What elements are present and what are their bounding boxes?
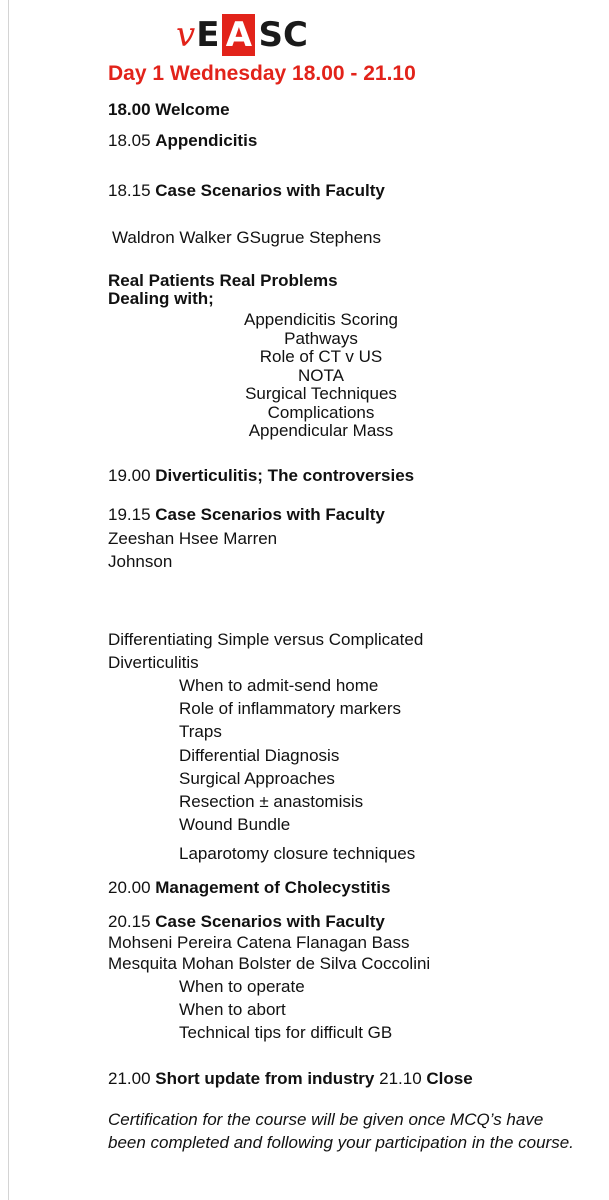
topic-item: Role of CT v US (259, 347, 383, 366)
topic-item: NOTA (298, 365, 344, 385)
differentiating-line: Differentiating Simple versus Complicated (108, 630, 424, 649)
session-cholecystitis (108, 878, 390, 898)
topic-item: When to operate (179, 977, 305, 996)
diverticulitis-topics (179, 674, 401, 836)
session-time: 20.00 (108, 878, 156, 897)
logo-a-box: A (222, 14, 255, 56)
topic-item: Wound Bundle (179, 815, 291, 835)
dealing-with-line: Dealing with; (108, 289, 214, 308)
session-title: Appendicitis (155, 131, 258, 150)
session-diverticulitis (108, 466, 414, 486)
session-welcome (108, 100, 230, 120)
session-time: 21.00 (108, 1069, 156, 1088)
real-patients-line: Real Patients Real Problems (108, 271, 338, 290)
session-title: Case Scenarios with Faculty (155, 181, 385, 200)
topic-item: Appendicitis Scoring (243, 310, 399, 329)
faculty-line: Mohseni Pereira Catena Flanagan Bass (108, 933, 410, 952)
logo-v: v (176, 15, 196, 55)
topic-item: Technical tips for difficult GB (179, 1023, 393, 1042)
faculty-line: Zeeshan Hsee Marren (108, 529, 278, 548)
session-time: 18.15 (108, 181, 156, 200)
session-title: Welcome (150, 100, 230, 119)
faculty-list-1: Waldron Walker GSugrue Stephens (112, 228, 381, 247)
logo-e: E (196, 15, 220, 55)
faculty-list-2 (108, 527, 277, 573)
session-title: Diverticulitis; The controversies (155, 466, 415, 485)
topic-item: Role of inflammatory markers (179, 699, 402, 719)
close-time: 21.10 (374, 1069, 427, 1088)
topic-item: Resection ± anastomisis (179, 792, 364, 812)
real-patients-heading (108, 272, 338, 308)
day-title: Day 1 Wednesday 18.00 - 21.10 (108, 62, 416, 85)
session-case-scenarios-2 (108, 505, 385, 525)
faculty-line: Mesquita Mohan Bolster de Silva Coccolini (108, 953, 431, 973)
logo-sc: SC (258, 15, 308, 55)
page-edge-divider (8, 0, 9, 1200)
faculty-list-3 (108, 933, 430, 974)
session-title: Case Scenarios with Faculty (155, 912, 385, 931)
session-case-scenarios-1 (108, 181, 385, 201)
topic-item: Surgical Techniques (245, 384, 397, 403)
session-time: 19.00 (108, 466, 156, 485)
certification-note: Certification for the course will be given once MCQ’s have been completed and following your participation in the course. (108, 1110, 574, 1152)
session-appendicitis (108, 131, 257, 151)
topic-item: When to abort (179, 1000, 286, 1019)
veasc-logo (176, 10, 308, 60)
laparotomy-topic: Laparotomy closure techniques (179, 844, 416, 863)
topic-item: Appendicular Mass (248, 421, 394, 440)
session-title: Case Scenarios with Faculty (155, 505, 385, 524)
session-time: 20.15 (108, 912, 156, 931)
diverticulitis-heading (108, 628, 423, 674)
session-case-scenarios-3 (108, 912, 385, 932)
appendicitis-topics (210, 311, 432, 441)
topic-item: When to admit-send home (179, 676, 379, 695)
cholecystitis-topics (179, 975, 392, 1044)
topic-item: Differential Diagnosis (179, 745, 340, 765)
diverticulitis-line: Diverticulitis (108, 653, 199, 672)
topic-item: Pathways (284, 328, 358, 348)
faculty-line: Johnson (108, 552, 173, 571)
topic-item: Surgical Approaches (179, 768, 335, 788)
topic-item: Traps (179, 722, 222, 742)
session-time: 18.05 (108, 131, 156, 150)
session-time: 19.15 (108, 505, 156, 524)
session-title: Management of Cholecystitis (155, 878, 391, 897)
close-title: Close (426, 1069, 473, 1088)
session-industry-close (108, 1069, 473, 1089)
session-time: 18.00 (108, 100, 151, 119)
topic-item: Complications (267, 402, 375, 422)
session-title: Short update from industry (155, 1069, 375, 1088)
